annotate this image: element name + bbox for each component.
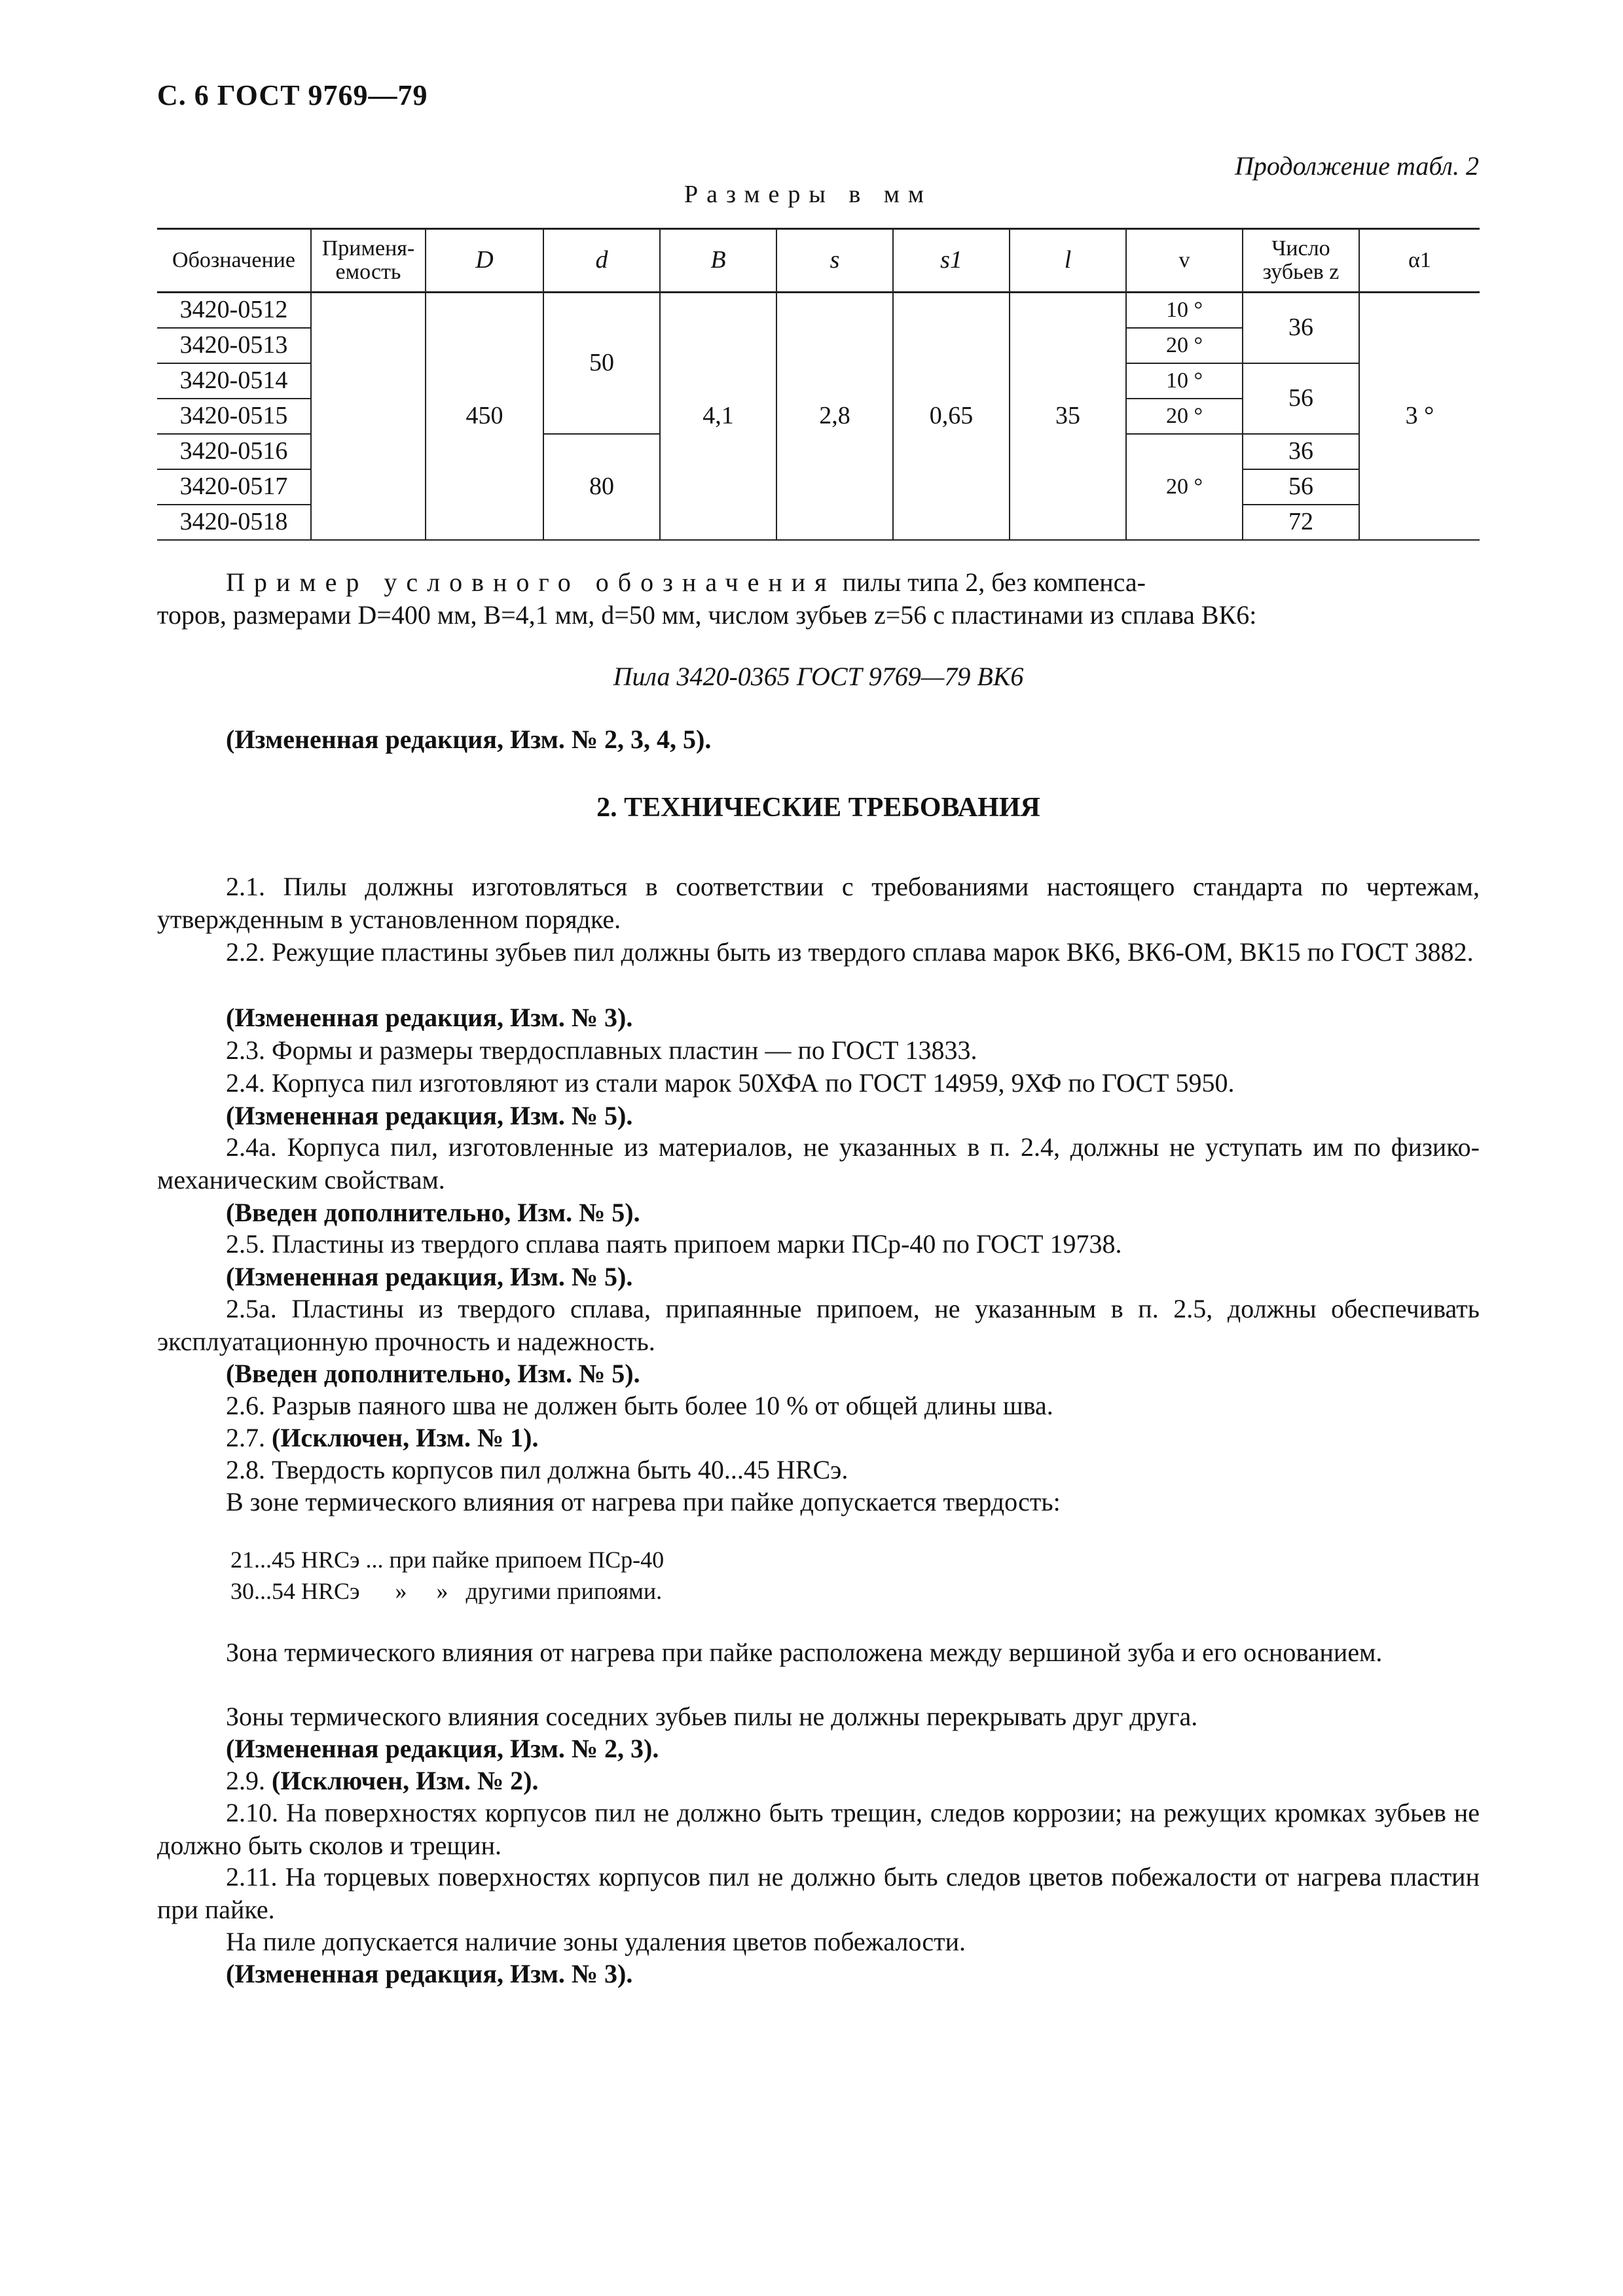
cell-v: 10 ° <box>1126 293 1243 329</box>
cell-v: 10 ° <box>1126 363 1243 399</box>
example-paragraph <box>157 566 1480 632</box>
cell-D: 450 <box>426 293 543 541</box>
col-header-s1: s1 <box>893 229 1010 293</box>
table-row-code: 3420-0518 <box>157 505 311 540</box>
paragraph-2-3: 2.3. Формы и размеры твердосплавных пластин — по ГОСТ 13833. <box>226 1035 977 1065</box>
edition-note: (Введен дополнительно, Изм. № 5). <box>226 1359 640 1388</box>
col-header-B: B <box>660 229 776 293</box>
edition-note: (Введен дополнительно, Изм. № 5). <box>226 1198 640 1227</box>
table-row-code: 3420-0516 <box>157 434 311 469</box>
paragraph-2-11b: На пиле допускается наличие зоны удаления цветов побежалости. <box>226 1927 966 1956</box>
paragraph-2-2: 2.2. Режущие пластины зубьев пил должны быть из твердого сплава марок ВК6, ВК6-ОМ, ВК15 по ГОСТ 3882. <box>226 937 1474 967</box>
col-header-D: D <box>426 229 543 293</box>
cell-z: 56 <box>1243 363 1359 434</box>
cell-d-50: 50 <box>543 293 660 435</box>
cell-v: 20 ° <box>1126 328 1243 363</box>
cell-z: 36 <box>1243 293 1359 364</box>
page-header: С. 6 ГОСТ 9769—79 <box>157 79 428 111</box>
example-designation: Пила 3420-0365 ГОСТ 9769—79 ВК6 <box>613 662 1024 691</box>
paragraph-2-4: 2.4. Корпуса пил изготовляют из стали марок 50ХФА по ГОСТ 14959, 9ХФ по ГОСТ 5950. <box>226 1068 1235 1098</box>
paragraph-2-5a: 2.5а. Пластины из твердого сплава, припаянные припоем, не указанным в п. 2.5, должны обеспечивать эксплуатационную прочность и надежность. <box>157 1294 1480 1356</box>
dimensions-table <box>157 228 1480 537</box>
cell-v: 20 ° <box>1126 399 1243 434</box>
edition-note: (Измененная редакция, Изм. № 2, 3). <box>226 1734 659 1763</box>
cell-alpha: 3 ° <box>1359 293 1480 541</box>
table-row-code: 3420-0512 <box>157 293 311 329</box>
paragraph-2-8-zone: В зоне термического влияния от нагрева при пайке допускается твердость: <box>226 1487 1061 1516</box>
cell-s: 2,8 <box>776 293 893 541</box>
edition-note: (Измененная редакция, Изм. № 3). <box>226 1959 633 1988</box>
paragraph-2-7-text: (Исключен, Изм. № 1). <box>272 1423 539 1452</box>
paragraph-2-7 <box>157 1422 1480 1454</box>
col-header-alpha: α1 <box>1359 229 1480 293</box>
table-row-code: 3420-0517 <box>157 469 311 505</box>
col-header-teeth: Число зубьев z <box>1243 229 1359 293</box>
edition-note: (Измененная редакция, Изм. № 5). <box>226 1262 633 1291</box>
paragraph-2-8: 2.8. Твердость корпусов пил должна быть 40...45 HRCэ. <box>226 1455 848 1484</box>
cell-B: 4,1 <box>660 293 776 541</box>
paragraph-2-11: 2.11. На торцевых поверхностях корпусов пил не должно быть следов цветов побежалости от нагрева пластин при пайке. <box>157 1862 1480 1924</box>
cell-s1: 0,65 <box>893 293 1010 541</box>
paragraph-2-5: 2.5. Пластины из твердого сплава паять припоем марки ПСр-40 по ГОСТ 19738. <box>226 1229 1122 1259</box>
col-header-designation: Обозначение <box>157 229 311 293</box>
example-label: Пример условного обозначения <box>226 567 836 597</box>
col-header-s: s <box>776 229 893 293</box>
cell-z: 72 <box>1243 505 1359 540</box>
table-row-code: 3420-0514 <box>157 363 311 399</box>
paragraph-2-9-text: (Исключен, Изм. № 2). <box>272 1766 539 1795</box>
paragraph-zone-2: Зоны термического влияния соседних зубьев пилы не должны перекрывать друг друга. <box>226 1702 1198 1731</box>
table-continuation-label: Продолжение табл. 2 <box>1234 151 1479 181</box>
paragraph-2-9-number: 2.9. <box>226 1766 265 1795</box>
cell-d-80: 80 <box>543 434 660 540</box>
edition-note: (Измененная редакция, Изм. № 3). <box>226 1003 633 1032</box>
hardness-line-2: 30...54 HRCэ » » другими припоями. <box>230 1578 663 1604</box>
cell-l: 35 <box>1010 293 1126 541</box>
edition-note: (Измененная редакция, Изм. № 5). <box>226 1101 633 1130</box>
cell-v: 20 ° <box>1126 434 1243 540</box>
paragraph-2-1: 2.1. Пилы должны изготовляться в соответствии с требованиями настоящего стандарта по чертежам, утвержденным в установленном порядке. <box>157 872 1480 934</box>
paragraph-2-9 <box>157 1765 1480 1797</box>
edition-note: (Измененная редакция, Изм. № 2, 3, 4, 5). <box>226 725 712 754</box>
col-header-l: l <box>1010 229 1126 293</box>
col-header-applicability: Применя-емость <box>311 229 426 293</box>
paragraph-2-4a: 2.4а. Корпуса пил, изготовленные из материалов, не указанных в п. 2.4, должны не уступать им по физико-механическим свойствам. <box>157 1132 1480 1194</box>
table-row-code: 3420-0515 <box>157 399 311 434</box>
col-header-d: d <box>543 229 660 293</box>
units-label: Размеры в мм <box>684 181 932 208</box>
hardness-line-1: 21...45 HRCэ ... при пайке припоем ПСр-40 <box>230 1547 665 1573</box>
table-row-code: 3420-0513 <box>157 328 311 363</box>
section-title: 2. ТЕХНИЧЕСКИЕ ТРЕБОВАНИЯ <box>596 793 1040 823</box>
paragraph-2-7-number: 2.7. <box>226 1423 265 1452</box>
applicability-cell <box>311 293 426 541</box>
example-text-2: торов, размерами D=400 мм, B=4,1 мм, d=50 мм, числом зубьев z=56 с пластинами из сплава ВК6: <box>157 600 1257 630</box>
paragraph-2-10: 2.10. На поверхностях корпусов пил не должно быть трещин, следов коррозии; на режущих кромках зубьев не должно быть сколов и трещин. <box>157 1798 1480 1860</box>
paragraph-zone-1: Зона термического влияния от нагрева при пайке расположена между вершиной зуба и его основанием. <box>226 1638 1383 1667</box>
example-text-1: пилы типа 2, без компенса- <box>835 567 1146 597</box>
cell-z: 36 <box>1243 434 1359 469</box>
cell-z: 56 <box>1243 469 1359 505</box>
col-header-v: v <box>1126 229 1243 293</box>
paragraph-2-6: 2.6. Разрыв паяного шва не должен быть более 10 % от общей длины шва. <box>226 1391 1053 1420</box>
